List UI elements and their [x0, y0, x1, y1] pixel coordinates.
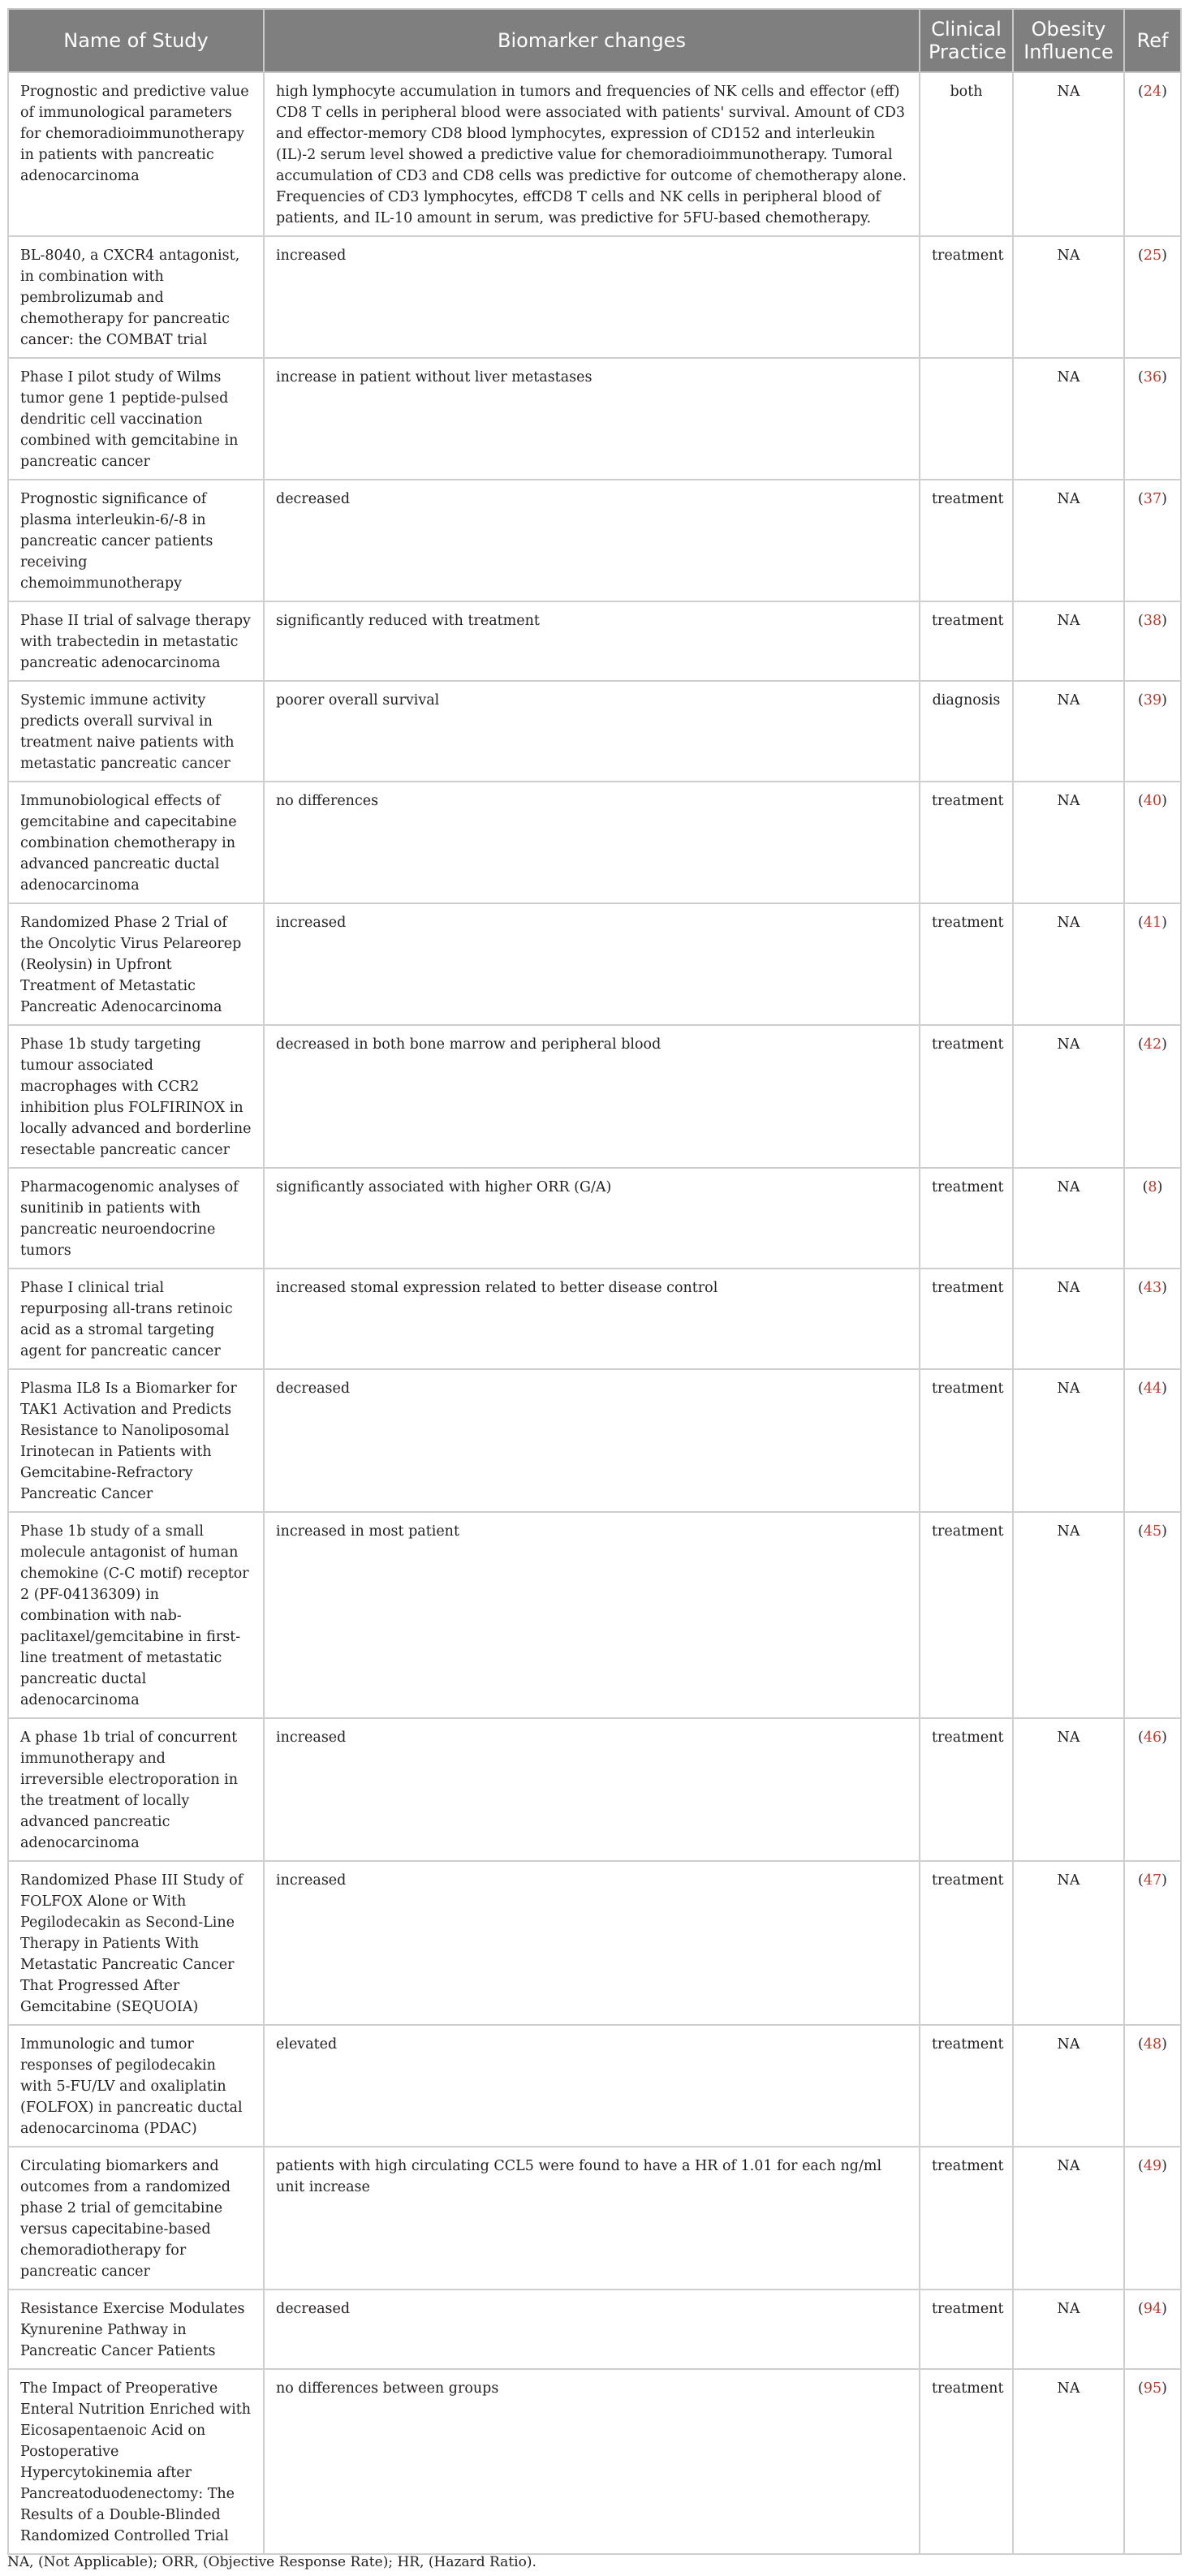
cell-study-name: Immunobiological effects of gemcitabine and capecitabine combination chemotherapy in advanced pancreatic ductal adenocarcinoma	[8, 782, 264, 903]
cell-obesity-influence: NA	[1013, 358, 1124, 480]
cell-ref: (40)	[1124, 782, 1181, 903]
table-row	[8, 2290, 1181, 2369]
cell-biomarker-change: decreased	[264, 2290, 920, 2369]
reference-link[interactable]: 41	[1143, 915, 1162, 931]
cell-obesity-influence: NA	[1013, 1718, 1124, 1861]
cell-study-name: Prognostic and predictive value of immunological parameters for chemoradioimmunotherapy in patients with pancreatic adenocarcinoma	[8, 72, 264, 236]
table-row	[8, 601, 1181, 681]
cell-obesity-influence: NA	[1013, 2147, 1124, 2290]
reference-link[interactable]: 48	[1143, 2036, 1162, 2053]
cell-biomarker-change: increased	[264, 1718, 920, 1861]
cell-ref: (38)	[1124, 601, 1181, 681]
cell-clinical-practice: treatment	[920, 1512, 1013, 1718]
cell-biomarker-change: no differences	[264, 782, 920, 903]
cell-biomarker-change: increased stomal expression related to better disease control	[264, 1269, 920, 1369]
cell-biomarker-change: increase in patient without liver metastases	[264, 358, 920, 480]
cell-study-name: Phase II trial of salvage therapy with trabectedin in metastatic pancreatic adenocarcinoma	[8, 601, 264, 681]
reference-link[interactable]: 94	[1143, 2301, 1162, 2317]
reference-link[interactable]: 45	[1143, 1523, 1162, 1540]
cell-study-name: Plasma IL8 Is a Biomarker for TAK1 Activation and Predicts Resistance to Nanoliposomal Irinotecan in Patients with Gemcitabine-Refractory Pancreatic Cancer	[8, 1369, 264, 1512]
cell-obesity-influence: NA	[1013, 601, 1124, 681]
reference-link[interactable]: 42	[1143, 1036, 1162, 1053]
cell-ref: (41)	[1124, 903, 1181, 1025]
cell-obesity-influence: NA	[1013, 72, 1124, 236]
cell-study-name: The Impact of Preoperative Enteral Nutrition Enriched with Eicosapentaenoic Acid on Postoperative Hypercytokinemia after Pancreatoduodenectomy: The Results of a Double-Blinded Randomized Controlled Trial	[8, 2369, 264, 2554]
cell-biomarker-change: increased	[264, 236, 920, 358]
cell-clinical-practice: treatment	[920, 1025, 1013, 1168]
cell-study-name: Pharmacogenomic analyses of sunitinib in patients with pancreatic neuroendocrine tumors	[8, 1168, 264, 1269]
table-row	[8, 72, 1181, 236]
cell-study-name: Phase I pilot study of Wilms tumor gene 1 peptide-pulsed dendritic cell vaccination combined with gemcitabine in pancreatic cancer	[8, 358, 264, 480]
cell-clinical-practice: treatment	[920, 2290, 1013, 2369]
cell-ref: (95)	[1124, 2369, 1181, 2554]
cell-biomarker-change: high lymphocyte accumulation in tumors and frequencies of NK cells and effector (eff) CD8 T cells in peripheral blood were associated with patients' survival. Amount of CD3 and effector-memory CD8 blood lymphocytes, expression of CD152 and interleukin (IL)-2 serum level showed a predictive value for chemoradioimmunotherapy. Tumoral accumulation of CD3 and CD8 cells was predictive for outcome of chemotherapy alone. Frequencies of CD3 lymphocytes, effCD8 T cells and NK cells in peripheral blood of patients, and IL-10 amount in serum, was predictive for 5FU-based chemotherapy.	[264, 72, 920, 236]
cell-clinical-practice: treatment	[920, 236, 1013, 358]
table-row	[8, 2369, 1181, 2554]
cell-clinical-practice: treatment	[920, 903, 1013, 1025]
cell-ref: (44)	[1124, 1369, 1181, 1512]
cell-clinical-practice	[920, 358, 1013, 480]
cell-obesity-influence: NA	[1013, 1025, 1124, 1168]
cell-clinical-practice: both	[920, 72, 1013, 236]
cell-biomarker-change: poorer overall survival	[264, 681, 920, 782]
cell-obesity-influence: NA	[1013, 681, 1124, 782]
cell-ref: (37)	[1124, 480, 1181, 601]
table-row	[8, 1861, 1181, 2025]
cell-clinical-practice: treatment	[920, 2147, 1013, 2290]
table-row	[8, 1369, 1181, 1512]
table-row	[8, 2147, 1181, 2290]
cell-ref: (25)	[1124, 236, 1181, 358]
cell-obesity-influence: NA	[1013, 903, 1124, 1025]
cell-biomarker-change: increased in most patient	[264, 1512, 920, 1718]
header-clinical-practice: Clinical Practice	[920, 9, 1013, 72]
reference-link[interactable]: 40	[1143, 793, 1162, 809]
cell-clinical-practice: treatment	[920, 1269, 1013, 1369]
cell-study-name: Immunologic and tumor responses of pegilodecakin with 5-FU/LV and oxaliplatin (FOLFOX) in pancreatic ductal adenocarcinoma (PDAC)	[8, 2025, 264, 2147]
cell-study-name: Circulating biomarkers and outcomes from a randomized phase 2 trial of gemcitabine versus capecitabine-based chemoradiotherapy for pancreatic cancer	[8, 2147, 264, 2290]
cell-ref: (8)	[1124, 1168, 1181, 1269]
cell-biomarker-change: no differences between groups	[264, 2369, 920, 2554]
cell-biomarker-change: significantly reduced with treatment	[264, 601, 920, 681]
header-row	[8, 9, 1181, 72]
table-footnote: NA, (Not Applicable); ORR, (Objective Response Rate); HR, (Hazard Ratio).	[7, 2554, 536, 2570]
table-row	[8, 480, 1181, 601]
cell-obesity-influence: NA	[1013, 782, 1124, 903]
cell-biomarker-change: significantly associated with higher ORR (G/A)	[264, 1168, 920, 1269]
reference-link[interactable]: 39	[1143, 692, 1162, 709]
cell-obesity-influence: NA	[1013, 480, 1124, 601]
cell-clinical-practice: treatment	[920, 782, 1013, 903]
cell-clinical-practice: treatment	[920, 1369, 1013, 1512]
cell-ref: (36)	[1124, 358, 1181, 480]
cell-biomarker-change: increased	[264, 903, 920, 1025]
cell-obesity-influence: NA	[1013, 236, 1124, 358]
cell-ref: (49)	[1124, 2147, 1181, 2290]
cell-study-name: A phase 1b trial of concurrent immunotherapy and irreversible electroporation in the treatment of locally advanced pancreatic adenocarcinoma	[8, 1718, 264, 1861]
cell-ref: (47)	[1124, 1861, 1181, 2025]
cell-obesity-influence: NA	[1013, 2369, 1124, 2554]
cell-clinical-practice: treatment	[920, 1861, 1013, 2025]
cell-ref: (94)	[1124, 2290, 1181, 2369]
reference-link[interactable]: 8	[1148, 1179, 1157, 1195]
cell-ref: (46)	[1124, 1718, 1181, 1861]
cell-clinical-practice: treatment	[920, 1718, 1013, 1861]
cell-biomarker-change: decreased in both bone marrow and peripheral blood	[264, 1025, 920, 1168]
table-row	[8, 1269, 1181, 1369]
reference-link[interactable]: 46	[1143, 1730, 1162, 1746]
cell-clinical-practice: diagnosis	[920, 681, 1013, 782]
cell-clinical-practice: treatment	[920, 2369, 1013, 2554]
reference-link[interactable]: 24	[1143, 84, 1162, 100]
cell-study-name: Randomized Phase 2 Trial of the Oncolytic Virus Pelareorep (Reolysin) in Upfront Treatment of Metastatic Pancreatic Adenocarcinoma	[8, 903, 264, 1025]
cell-study-name: Phase I clinical trial repurposing all-trans retinoic acid as a stromal targeting agent for pancreatic cancer	[8, 1269, 264, 1369]
cell-clinical-practice: treatment	[920, 1168, 1013, 1269]
cell-clinical-practice: treatment	[920, 601, 1013, 681]
table-row	[8, 782, 1181, 903]
cell-obesity-influence: NA	[1013, 1269, 1124, 1369]
cell-study-name: Phase 1b study targeting tumour associated macrophages with CCR2 inhibition plus FOLFIRINOX in locally advanced and borderline resectable pancreatic cancer	[8, 1025, 264, 1168]
cell-study-name: Phase 1b study of a small molecule antagonist of human chemokine (C-C motif) receptor 2 (PF-04136309) in combination with nab-paclitaxel/gemcitabine in first-line treatment of metastatic pancreatic ductal adenocarcinoma	[8, 1512, 264, 1718]
reference-link[interactable]: 37	[1143, 491, 1162, 507]
cell-obesity-influence: NA	[1013, 2025, 1124, 2147]
table-row	[8, 903, 1181, 1025]
cell-study-name: Systemic immune activity predicts overall survival in treatment naive patients with metastatic pancreatic cancer	[8, 681, 264, 782]
header-biomarker-changes: Biomarker changes	[264, 9, 920, 72]
cell-study-name: BL-8040, a CXCR4 antagonist, in combination with pembrolizumab and chemotherapy for pancreatic cancer: the COMBAT trial	[8, 236, 264, 358]
cell-biomarker-change: patients with high circulating CCL5 were found to have a HR of 1.01 for each ng/ml unit increase	[264, 2147, 920, 2290]
cell-study-name: Randomized Phase III Study of FOLFOX Alone or With Pegilodecakin as Second-Line Therapy in Patients With Metastatic Pancreatic Cancer That Progressed After Gemcitabine (SEQUOIA)	[8, 1861, 264, 2025]
cell-ref: (45)	[1124, 1512, 1181, 1718]
cell-ref: (42)	[1124, 1025, 1181, 1168]
table-row	[8, 2025, 1181, 2147]
studies-table	[7, 8, 1182, 2555]
cell-biomarker-change: decreased	[264, 1369, 920, 1512]
reference-link[interactable]: 36	[1143, 369, 1162, 386]
cell-clinical-practice: treatment	[920, 480, 1013, 601]
reference-link[interactable]: 44	[1143, 1381, 1162, 1397]
table-row	[8, 358, 1181, 480]
cell-obesity-influence: NA	[1013, 1369, 1124, 1512]
reference-link[interactable]: 38	[1143, 613, 1162, 629]
header-ref: Ref	[1124, 9, 1181, 72]
table-row	[8, 1168, 1181, 1269]
cell-obesity-influence: NA	[1013, 2290, 1124, 2369]
reference-link[interactable]: 95	[1143, 2380, 1162, 2397]
table-row	[8, 1718, 1181, 1861]
cell-biomarker-change: increased	[264, 1861, 920, 2025]
table-row	[8, 1025, 1181, 1168]
reference-link[interactable]: 47	[1143, 1872, 1162, 1889]
cell-obesity-influence: NA	[1013, 1512, 1124, 1718]
cell-clinical-practice: treatment	[920, 2025, 1013, 2147]
cell-obesity-influence: NA	[1013, 1861, 1124, 2025]
cell-study-name: Prognostic significance of plasma interleukin-6/-8 in pancreatic cancer patients receiving chemoimmunotherapy	[8, 480, 264, 601]
cell-biomarker-change: decreased	[264, 480, 920, 601]
reference-link[interactable]: 49	[1143, 2158, 1162, 2174]
cell-biomarker-change: elevated	[264, 2025, 920, 2147]
cell-ref: (48)	[1124, 2025, 1181, 2147]
cell-study-name: Resistance Exercise Modulates Kynurenine Pathway in Pancreatic Cancer Patients	[8, 2290, 264, 2369]
cell-obesity-influence: NA	[1013, 1168, 1124, 1269]
header-name-of-study: Name of Study	[8, 9, 264, 72]
table-body	[8, 72, 1181, 2554]
table-row	[8, 681, 1181, 782]
header-obesity-influence: Obesity Influence	[1013, 9, 1124, 72]
reference-link[interactable]: 43	[1143, 1280, 1162, 1296]
cell-ref: (43)	[1124, 1269, 1181, 1369]
table-row	[8, 1512, 1181, 1718]
reference-link[interactable]: 25	[1143, 248, 1162, 264]
table-row	[8, 236, 1181, 358]
cell-ref: (39)	[1124, 681, 1181, 782]
cell-ref: (24)	[1124, 72, 1181, 236]
